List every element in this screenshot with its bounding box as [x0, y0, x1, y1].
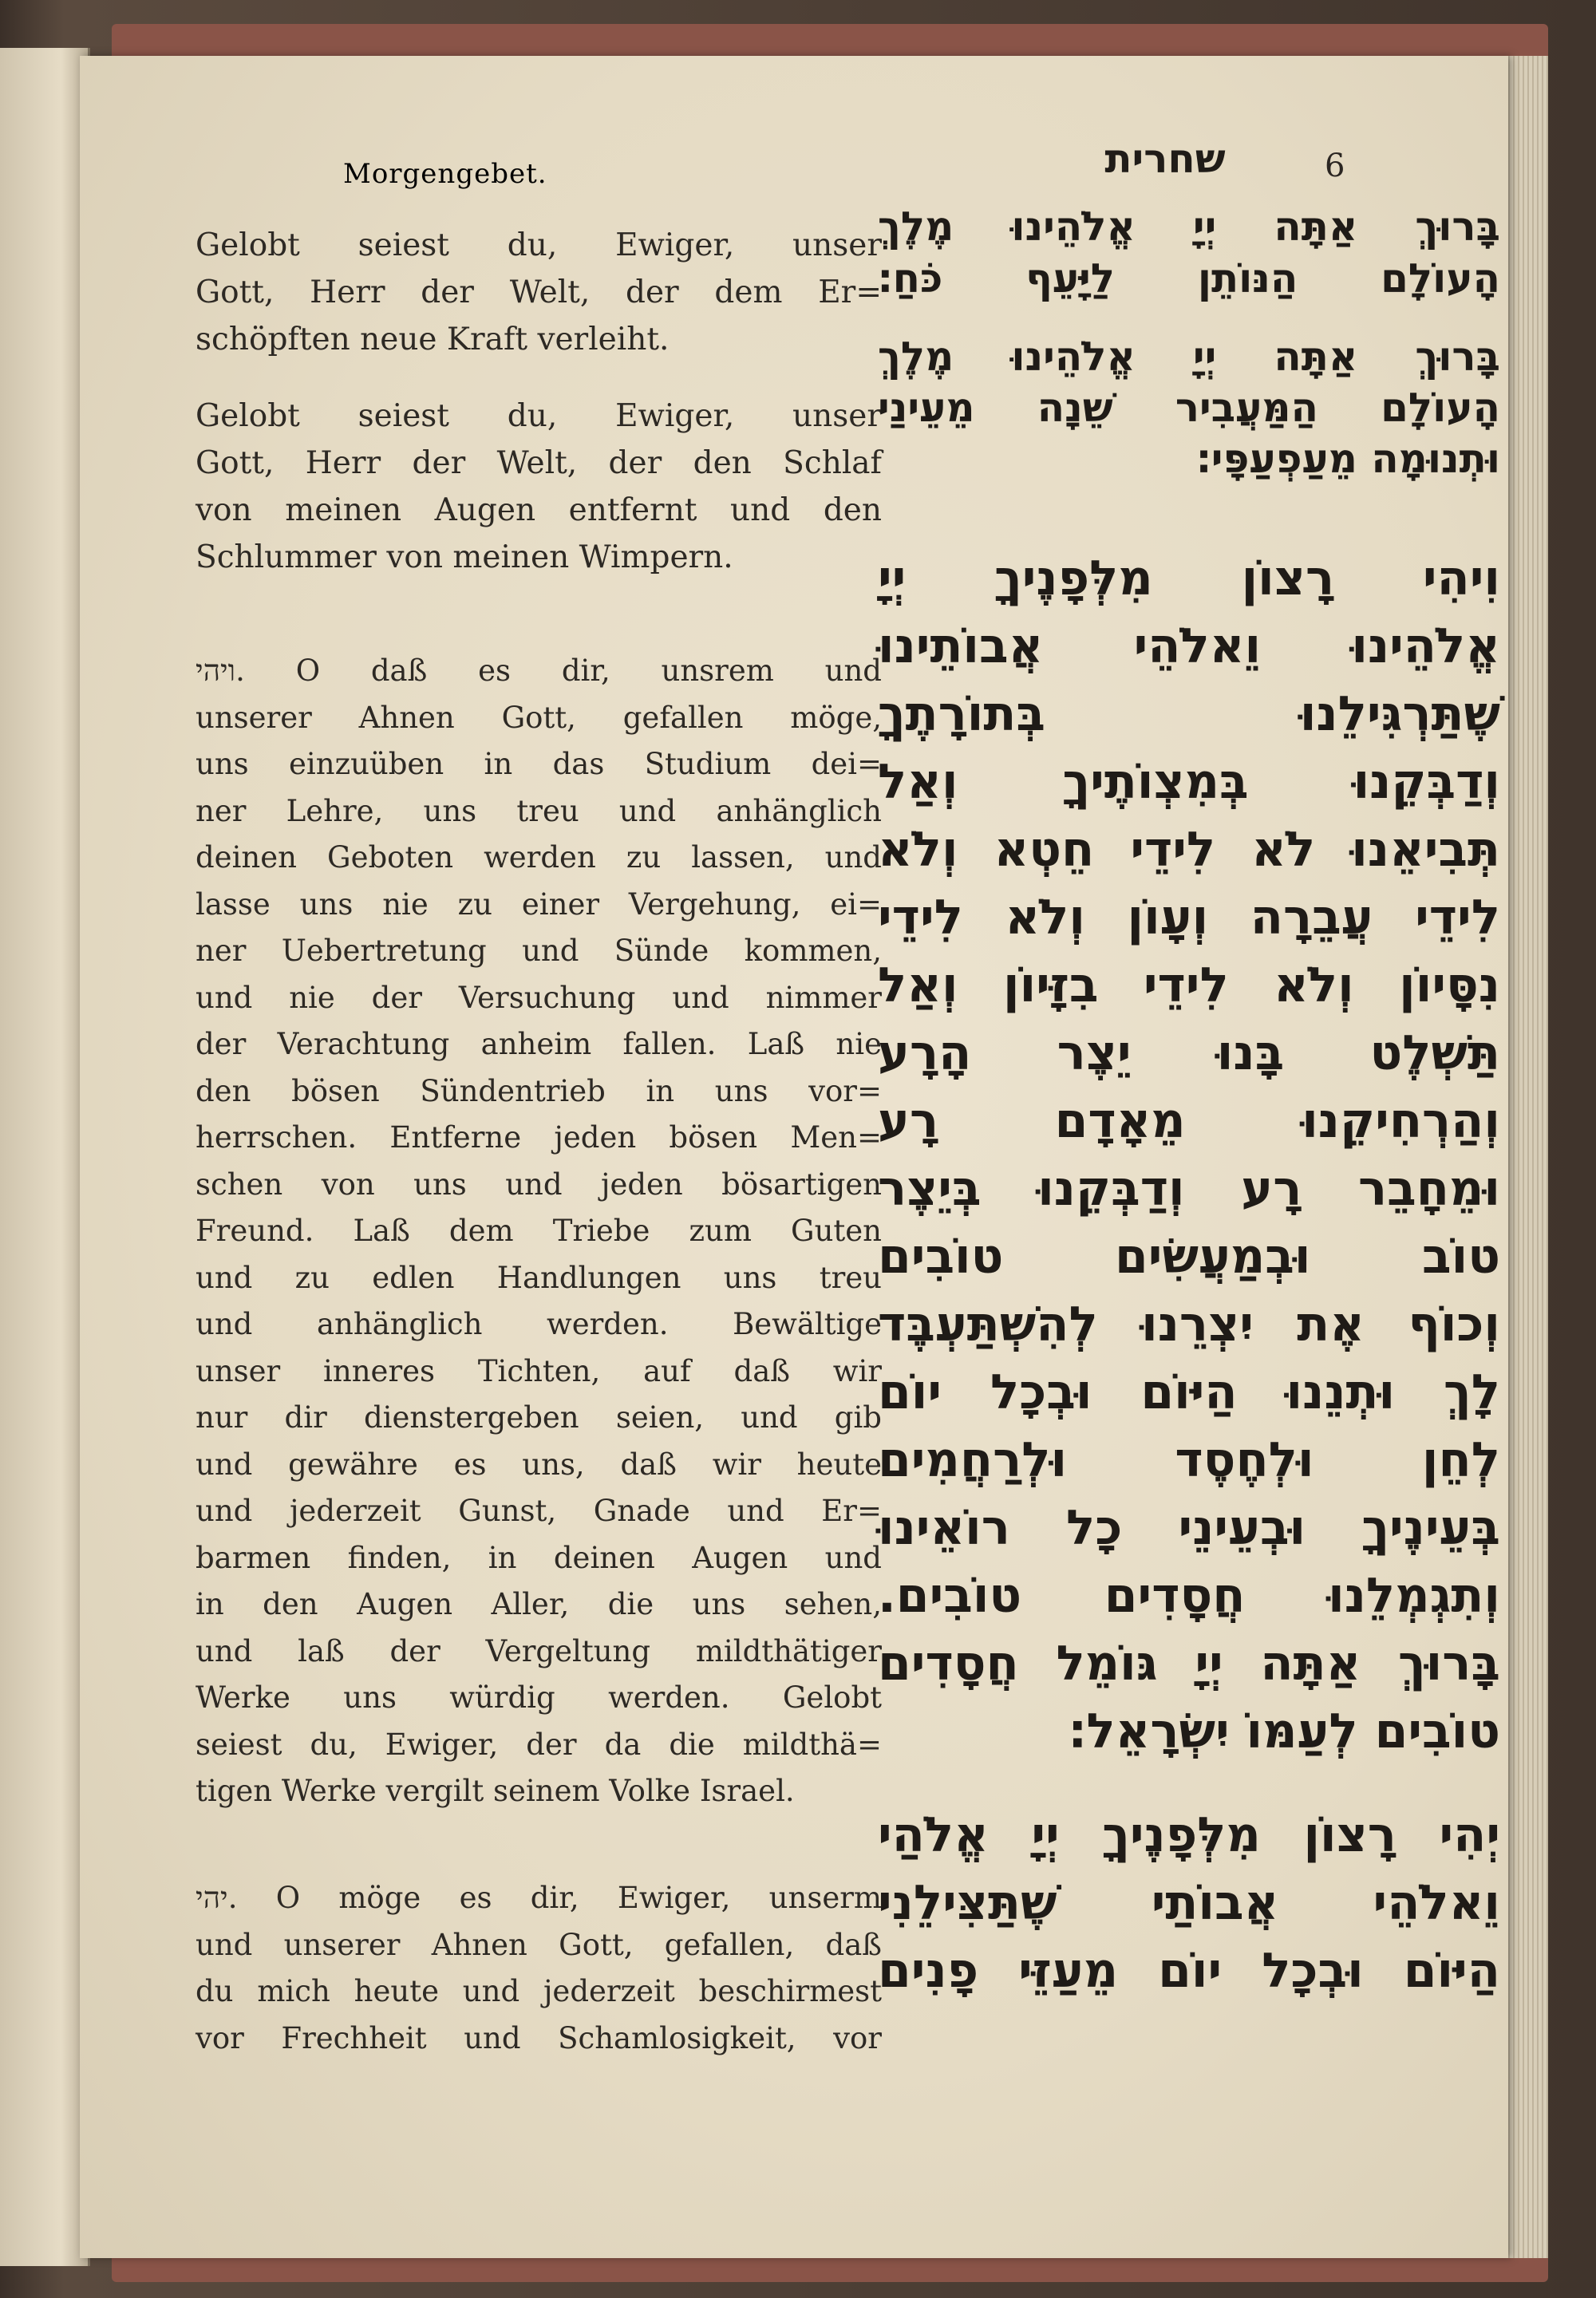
text-line: und zu edlen Handlungen uns treu — [196, 1260, 882, 1295]
left-page-edge — [0, 48, 90, 2266]
text-line: ner Lehre, uns treu und anhänglich — [196, 793, 882, 828]
hebrew-line: טוֹבִים לְעַמּוֹ יִשְׂרָאֵל׃ — [1069, 1704, 1500, 1759]
hebrew-line: וּמֵחָבֵר רָע וְדַבְּקֵנוּ בְּיֵצֶר — [878, 1161, 1500, 1217]
hebrew-line: הָעוֹלָם הַנּוֹתֵן לַיָּעֵף כֹּחַ׃ — [878, 255, 1500, 302]
german-paragraph — [196, 1875, 882, 2062]
hebrew-line: שֶׁתַּרְגִּילֵנוּ בְּתוֹרָתֶךָ — [878, 686, 1500, 742]
text-line: יהי. O möge es dir, Ewiger, unserm — [196, 1881, 882, 1915]
text-line: nur dir dienstergeben seien, und gib — [196, 1400, 882, 1435]
hebrew-line: וְתִגְמְלֵנוּ חֲסָדִים טוֹבִים. — [878, 1568, 1500, 1624]
hebrew-line: יְהִי רָצוֹן מִלְּפָנֶיךָ יְיָ אֱלֹהַי — [878, 1807, 1500, 1863]
hebrew-line: בְּעֵינֶיךָ וּבְעֵינֵי כָל רוֹאֵינוּ — [878, 1500, 1500, 1556]
german-paragraph — [196, 222, 882, 363]
text-line: der Verachtung anheim fallen. Laß nie — [196, 1027, 882, 1061]
hebrew-line: וְדַבְּקֵנוּ בְּמִצְוֹתֶיךָ וְאַל — [878, 754, 1500, 810]
hebrew-line: תַּשְׁלֶט בָּנוּ יֵצֶר הָרָע — [878, 1025, 1500, 1081]
text-line: lasse uns nie zu einer Vergehung, ei= — [196, 886, 882, 922]
text-line: den bösen Sündentrieb in uns vor= — [196, 1073, 882, 1108]
german-paragraph — [196, 393, 882, 581]
running-head-hebrew: שחרית — [1104, 136, 1226, 182]
german-paragraph — [196, 648, 882, 1815]
hebrew-line: לִידֵי עֲבֵרָה וְעָוֹן וְלֹא לִידֵי — [878, 890, 1500, 946]
text-line: Gelobt seiest du, Ewiger, unser — [196, 398, 882, 434]
text-line: du mich heute und jederzeit beschirmest — [196, 1974, 882, 2008]
hebrew-line: תְּבִיאֵנוּ לֹא לִידֵי חֵטְא וְלֹא — [878, 822, 1500, 878]
hebrew-line: וּתְנוּמָה מֵעַפְעַפָּי׃ — [1196, 436, 1500, 482]
hebrew-line: הָעוֹלָם הַמַּעֲבִיר שֵׁנָה מֵעֵינַי — [878, 385, 1500, 431]
text-line: schen von uns und jeden bösartigen — [196, 1167, 882, 1202]
hebrew-line: אֱלֹהֵינוּ וֵאלֹהֵי אֲבוֹתֵינוּ — [878, 618, 1500, 674]
hebrew-line: הַיּוֹם וּבְכָל יוֹם מֵעַזֵּי פָנִים — [878, 1943, 1500, 1999]
text-line: und laß der Vergeltung mildthätiger — [196, 1633, 882, 1668]
text-line: Schlummer von meinen Wimpern. — [196, 539, 733, 575]
text-line: unserer Ahnen Gott, gefallen möge, — [196, 700, 882, 735]
text-line: Gott, Herr der Welt, der dem Er= — [196, 274, 882, 310]
text-line: ויהי. O daß es dir, unsrem und — [196, 653, 882, 688]
text-line: deinen Geboten werden zu lassen, und — [196, 840, 882, 875]
book-page — [80, 56, 1508, 2258]
text-line: und anhänglich werden. Bewältige — [196, 1307, 882, 1341]
text-line: in den Augen Aller, die uns sehen, — [196, 1587, 882, 1621]
text-line: Gelobt seiest du, Ewiger, unser — [196, 227, 882, 263]
page-number: 6 — [1325, 148, 1345, 184]
text-line: herrschen. Entferne jeden bösen Men= — [196, 1120, 882, 1155]
text-line: und jederzeit Gunst, Gnade und Er= — [196, 1494, 882, 1528]
text-line: ner Uebertretung und Sünde kommen, — [196, 934, 882, 968]
hebrew-line: בָּרוּךְ אַתָּה יְיָ אֱלֹהֵינוּ מֶלֶךְ — [878, 203, 1500, 250]
text-line: schöpften neue Kraft verleiht. — [196, 322, 670, 357]
text-line: seiest du, Ewiger, der da die mildthä= — [196, 1727, 882, 1762]
text-line: und unserer Ahnen Gott, gefallen, daß — [196, 1927, 882, 1962]
text-line: und gewähre es uns, daß wir heute — [196, 1447, 882, 1482]
hebrew-line: טוֹב וּבְמַעֲשִׂים טוֹבִים — [878, 1229, 1500, 1285]
hebrew-line: נִסָּיוֹן וְלֹא לִידֵי בִזָּיוֹן וְאַל — [878, 958, 1500, 1013]
hebrew-line: לְחֵן וּלְחֶסֶד וּלְרַחֲמִים — [878, 1432, 1500, 1488]
text-line: von meinen Augen entfernt und den — [196, 492, 882, 528]
hebrew-line: בָּרוּךְ אַתָּה יְיָ גּוֹמֵל חֲסָדִים — [878, 1636, 1500, 1692]
hebrew-line: וְהַרְחִיקֵנוּ מֵאָדָם רָע — [878, 1093, 1500, 1149]
hebrew-line: וֵאלֹהֵי אֲבוֹתַי שֶׁתַּצִּילֵנִי — [878, 1875, 1500, 1931]
running-head-german: Morgengebet. — [343, 158, 547, 190]
text-line: tigen Werke vergilt seinem Volke Israel. — [196, 1774, 795, 1808]
text-line: barmen finden, in deinen Augen und — [196, 1540, 882, 1575]
text-line: Freund. Laß dem Triebe zum Guten — [196, 1214, 882, 1248]
text-line: unser inneres Tichten, auf daß wir — [196, 1353, 882, 1388]
text-line: vor Frechheit und Schamlosigkeit, vor — [196, 2020, 882, 2055]
hebrew-line: בָּרוּךְ אַתָּה יְיָ אֱלֹהֵינוּ מֶלֶךְ — [878, 334, 1500, 380]
text-line: und nie der Versuchung und nimmer — [196, 980, 882, 1015]
text-line: Werke uns würdig werden. Gelobt — [196, 1680, 882, 1715]
text-line: Gott, Herr der Welt, der den Schlaf — [196, 445, 882, 481]
text-line: uns einzuüben in das Studium dei= — [196, 747, 882, 781]
hebrew-line: וְכוֹף אֶת יִצְרֵנוּ לְהִשְׁתַּעְבֶּד — [878, 1297, 1500, 1352]
hebrew-line: לָךְ וּתְנֵנוּ הַיּוֹם וּבְכָל יוֹם — [878, 1364, 1500, 1420]
hebrew-line: וִיהִי רָצוֹן מִלְּפָנֶיךָ יְיָ — [878, 551, 1500, 606]
